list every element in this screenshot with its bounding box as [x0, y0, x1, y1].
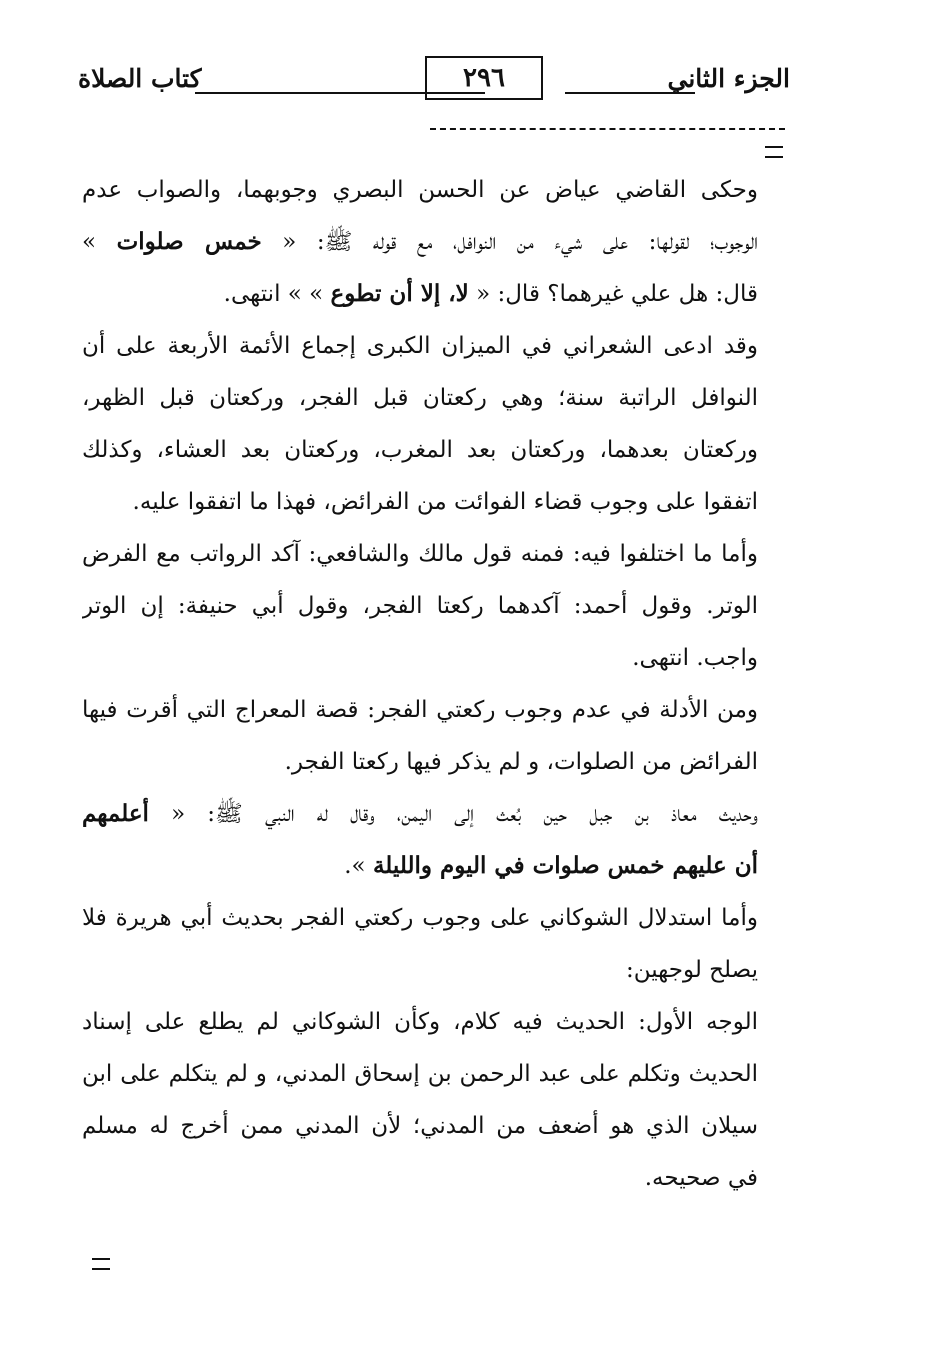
quoted-hadith-text: أعلمهم — [82, 800, 149, 827]
line-text: ». — [344, 853, 373, 879]
line-text: قال: هل علي غيرهما؟ قال: « — [468, 281, 758, 307]
body-text — [82, 164, 758, 1204]
text-line — [82, 320, 758, 372]
line-text: وقد ادعى الشعراني في الميزان الكبرى إجماع الأئمة الأربعة على أن — [82, 333, 758, 359]
text-line — [82, 788, 758, 840]
line-text: وحكى القاضي عياض عن الحسن البصري وجوبهما، والصواب عدم — [82, 177, 758, 203]
text-line — [82, 268, 758, 320]
dashed-separator — [430, 128, 785, 130]
part-title: الجزء الثاني — [667, 64, 790, 93]
line-text: واجب. انتهى. — [632, 645, 758, 671]
quoted-hadith-text: لا، إلا أن تطوع — [330, 280, 469, 307]
text-line — [82, 372, 758, 424]
text-line — [82, 424, 758, 476]
text-line — [82, 840, 758, 892]
header-rule-left — [195, 92, 485, 94]
line-text: سيلان الذي هو أضعف من المدني؛ لأن المدني ممن أخرج له مسلم — [82, 1113, 758, 1139]
text-line — [82, 944, 758, 996]
line-text: وركعتان بعدهما، وركعتان بعد المغرب، وركعتان بعد العشاء، وكذلك — [82, 437, 758, 463]
line-text: الوتر. وقول أحمد: آكدهما ركعتا الفجر، وقول أبي حنيفة: إن الوتر — [82, 593, 758, 619]
text-line — [82, 1048, 758, 1100]
text-line — [82, 476, 758, 528]
text-line — [82, 1152, 758, 1204]
line-text: اتفقوا على وجوب قضاء الفوائت من الفرائض، فهذا ما اتفقوا عليه. — [132, 489, 758, 515]
text-line — [82, 164, 758, 216]
text-line — [82, 216, 758, 268]
quoted-hadith-text: أن عليهم خمس صلوات في اليوم والليلة — [372, 852, 758, 879]
page-header — [70, 56, 790, 106]
line-text: ومن الأدلة في عدم وجوب ركعتي الفجر: قصة المعراج التي أقرت فيها — [82, 697, 758, 723]
text-line — [82, 1100, 758, 1152]
line-text: الوجه الأول: الحديث فيه كلام، وكأن الشوكاني لم يطلع على إسناد — [82, 1009, 758, 1035]
line-text: النوافل الراتبة سنة؛ وهي ركعتان قبل الفجر، وركعتان قبل الظهر، — [82, 385, 758, 411]
text-line — [82, 528, 758, 580]
double-line-mark-top — [765, 146, 783, 158]
line-text: الفرائض من الصلوات، و لم يذكر فيها ركعتا الفجر. — [284, 749, 758, 775]
header-rule-right — [565, 92, 695, 94]
line-text: وأما ما اختلفوا فيه: فمنه قول مالك والشافعي: آكد الرواتب مع الفرض — [82, 541, 758, 567]
line-text: الوجوب؛ لقولها: على شيء من النوافل، مع قوله ﷺ: « — [261, 229, 758, 255]
text-line — [82, 632, 758, 684]
line-text: الحديث وتكلم على عبد الرحمن بن إسحاق المدني، و لم يتكلم على ابن — [82, 1061, 758, 1087]
line-text: في صحيحه. — [644, 1165, 758, 1191]
line-text: وحديث معاذ بن جبل حين بُعث إلى اليمن، وقال له النبي ﷺ: « — [148, 801, 758, 827]
page-number: ٢٩٦ — [463, 63, 505, 93]
text-line — [82, 892, 758, 944]
text-line — [82, 996, 758, 1048]
text-line — [82, 736, 758, 788]
line-text: وأما استدلال الشوكاني على وجوب ركعتي الفجر بحديث أبي هريرة فلا — [82, 905, 758, 931]
quoted-hadith-text: خمس صلوات — [116, 228, 262, 255]
book-title: كتاب الصلاة — [78, 64, 202, 93]
line-text: » » انتهى. — [223, 281, 331, 307]
line-text: » — [82, 229, 117, 255]
text-line — [82, 684, 758, 736]
double-line-mark-bottom — [92, 1258, 110, 1270]
line-text: يصلح لوجهين: — [625, 957, 758, 983]
text-line — [82, 580, 758, 632]
